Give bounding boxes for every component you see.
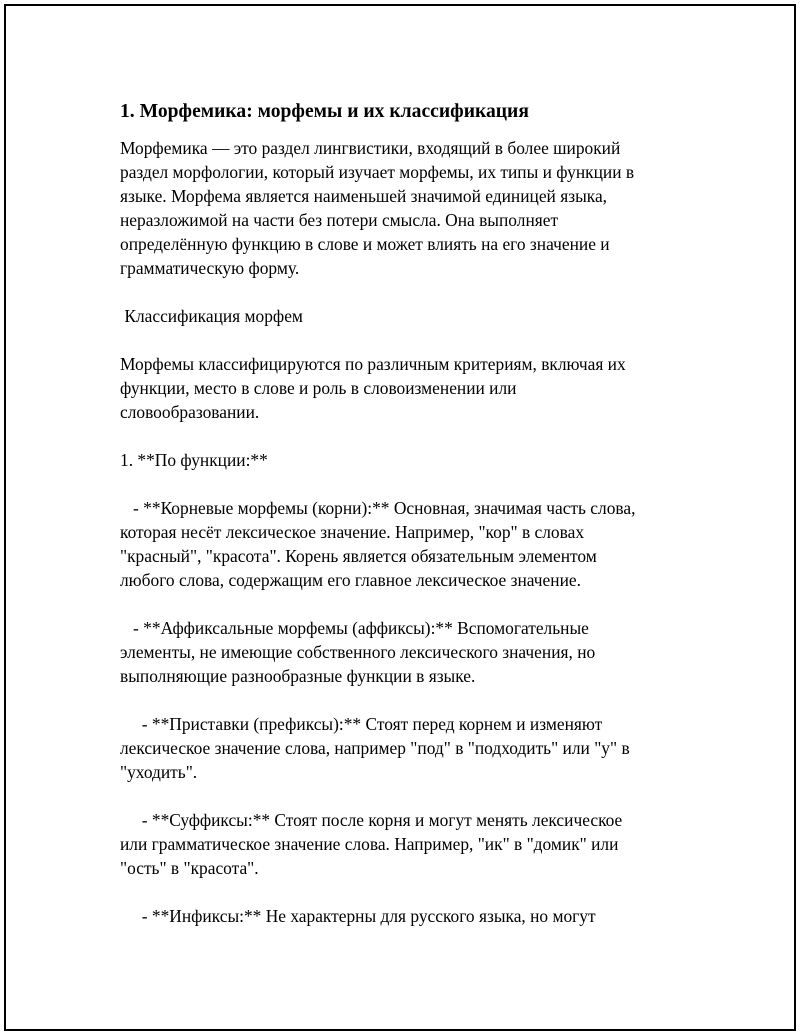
text-line: Морфемы классифицируются по различным критериям, включая их	[120, 354, 626, 374]
text-line: "красный", "красота". Корень является обязательным элементом	[120, 546, 597, 566]
text-line: - **Корневые морфемы (корни):** Основная, значимая часть слова,	[120, 498, 636, 518]
section-heading: 1. Морфемика: морфемы и их классификация	[120, 101, 529, 122]
text-line: грамматическую форму.	[120, 258, 300, 278]
criteria-paragraph	[120, 352, 680, 424]
text-line: словообразовании.	[120, 402, 260, 422]
suffixes-paragraph	[120, 808, 680, 880]
text-line: - **Инфиксы:** Не характерны для русского языка, но могут	[120, 906, 596, 926]
subheading-paragraph	[120, 304, 680, 328]
text-line: любого слова, содержащим его главное лексическое значение.	[120, 570, 581, 590]
text-line: Морфемика — это раздел лингвистики, входящий в более широкий	[120, 138, 621, 158]
text-line: определённую функцию в слове и может влиять на его значение и	[120, 234, 610, 254]
text-line: или грамматическое значение слова. Например, "ик" в "домик" или	[120, 834, 619, 854]
infixes-paragraph	[120, 904, 680, 928]
root-morphemes-paragraph	[120, 496, 680, 592]
document-page	[4, 4, 796, 1031]
intro-paragraph	[120, 136, 680, 280]
text-line: 1. **По функции:**	[120, 450, 268, 470]
text-line: Классификация морфем	[120, 306, 303, 326]
text-line: выполняющие разнообразные функции в языке.	[120, 666, 476, 686]
text-line: "уходить".	[120, 762, 198, 782]
text-line: элементы, не имеющие собственного лексического значения, но	[120, 642, 596, 662]
text-line: языке. Морфема является наименьшей значимой единицей языка,	[120, 186, 608, 206]
text-line: "ость" в "красота".	[120, 858, 259, 878]
text-line: - **Суффиксы:** Стоят после корня и могут менять лексическое	[120, 810, 623, 830]
text-line: - **Аффиксальные морфемы (аффиксы):** Вспомогательные	[120, 618, 589, 638]
text-line: функции, место в слове и роль в словоизменении или	[120, 378, 517, 398]
prefixes-paragraph	[120, 712, 680, 784]
affix-morphemes-paragraph	[120, 616, 680, 688]
paragraphs-container	[120, 136, 680, 928]
text-line: - **Приставки (префиксы):** Стоят перед корнем и изменяют	[120, 714, 603, 734]
text-line: которая несёт лексическое значение. Например, "кор" в словах	[120, 522, 585, 542]
text-line: раздел морфологии, который изучает морфемы, их типы и функции в	[120, 162, 635, 182]
text-line: неразложимой на части без потери смысла. Она выполняет	[120, 210, 559, 230]
text-line: лексическое значение слова, например "под" в "подходить" или "у" в	[120, 738, 630, 758]
document-content	[120, 98, 680, 952]
by-function-paragraph	[120, 448, 680, 472]
